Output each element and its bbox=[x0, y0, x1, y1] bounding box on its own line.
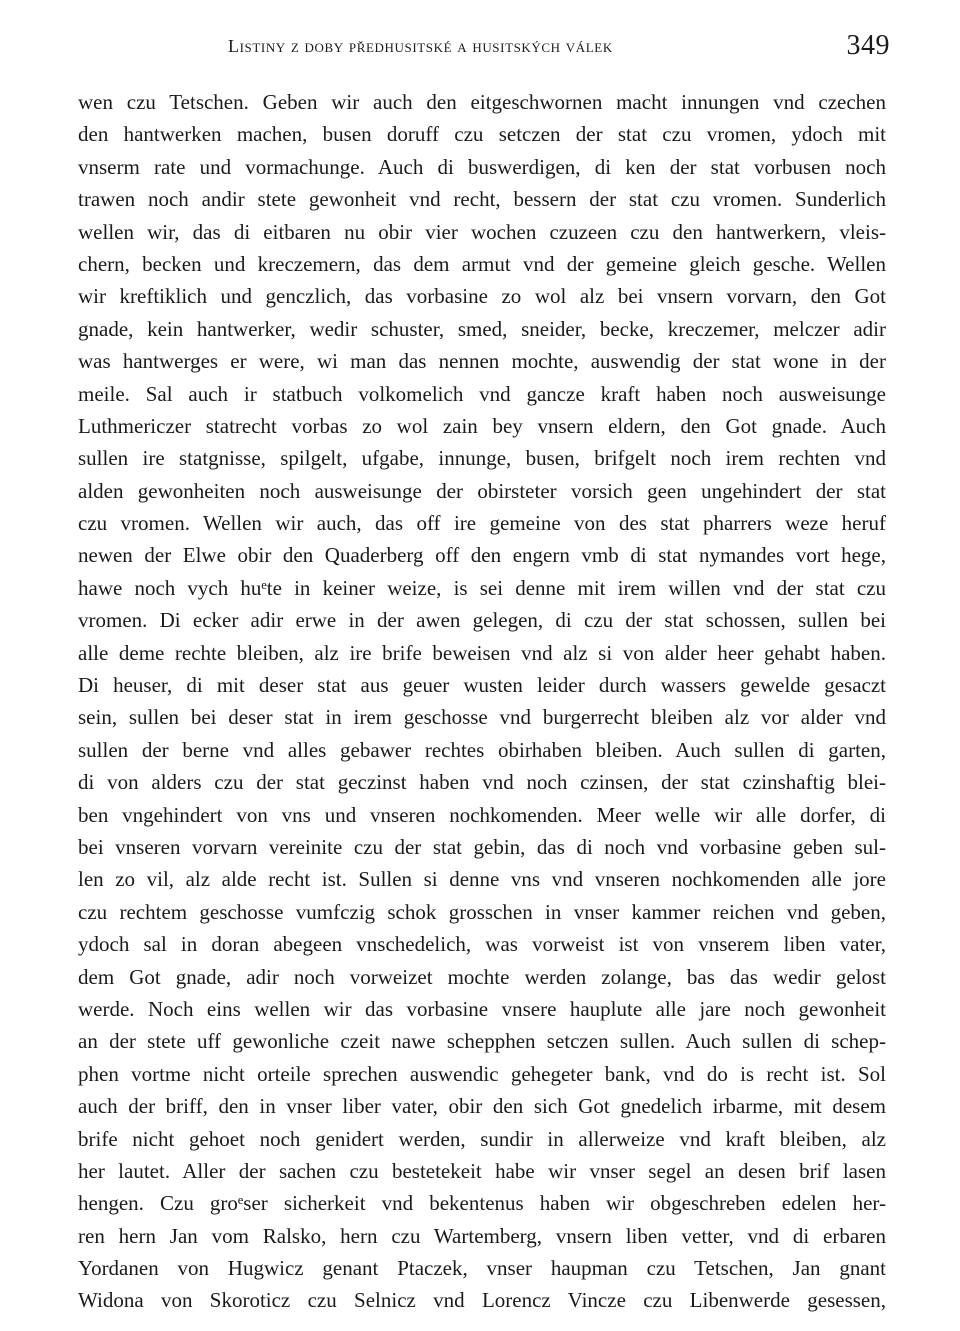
text-line: ben vngehindert von vns und vnseren nochkomenden. Meer welle wir alle dorfer, di bbox=[78, 802, 886, 827]
text-line: auch der briff, den in vnser liber vater, obir den sich Got gnedelich irbarme, mit desem bbox=[78, 1094, 886, 1119]
text-line: newen der Elwe obir den Quaderberg off den engern vmb di stat nymandes vort hege, bbox=[78, 543, 886, 568]
text-line: chern, becken und kreczemern, das dem armut vnd der gemeine gleich gesche. Wellen bbox=[78, 251, 886, 276]
text-line: vnserm rate und vormachunge. Auch di buswerdigen, di ken der stat vorbusen noch bbox=[78, 154, 886, 179]
text-line: vromen. Di ecker adir erwe in der awen gelegen, di czu der stat schossen, sullen bei bbox=[78, 608, 886, 633]
text-line: werde. Noch eins wellen wir das vorbasine vnsere hauplute alle jare noch gewonheit bbox=[78, 996, 886, 1021]
text-line: hengen. Czu groᵉser sicherkeit vnd bekentenus haben wir obgeschreben edelen her- bbox=[78, 1191, 886, 1216]
body-text bbox=[78, 86, 886, 1317]
text-line: wir kreftiklich und genczlich, das vorbasine zo wol alz bei vnsern vorvarn, den Got bbox=[78, 284, 886, 309]
running-title: Listiny z doby předhusitské a husitských válek bbox=[228, 36, 613, 56]
text-line: wen czu Tetschen. Geben wir auch den eitgeschwornen macht innungen vnd czechen bbox=[78, 90, 886, 114]
text-line: Di heuser, di mit deser stat aus geuer wusten leider durch wassers gewelde gesaczt bbox=[78, 673, 886, 698]
text-line: her lautet. Aller der sachen czu bestetekeit habe wir vnser segel an desen brif lasen bbox=[78, 1158, 886, 1183]
page-number: 349 bbox=[846, 30, 890, 61]
text-line: hawe noch vych huᵉte in keiner weize, is sei denne mit irem willen vnd der stat czu bbox=[78, 575, 886, 600]
text-line: alden gewonheiten noch ausweisunge der obirsteter vorsich geen ungehindert der stat bbox=[78, 478, 886, 503]
text-line: den hantwerken machen, busen doruff czu setczen der stat czu vromen, ydoch mit bbox=[78, 122, 886, 147]
text-line: phen vortme nicht orteile sprechen auswendic gehegeter bank, vnd do is recht ist. Sol bbox=[78, 1061, 886, 1086]
text-line: ren hern Jan vom Ralsko, hern czu Wartemberg, vnsern liben vetter, vnd di erbaren bbox=[78, 1223, 886, 1248]
text-line: Luthmericzer statrecht vorbas zo wol zain bey vnsern eldern, den Got gnade. Auch bbox=[78, 413, 886, 438]
text-line: gnade, kein hantwerker, wedir schuster, smed, sneider, becke, kreczemer, melczer adir bbox=[78, 316, 886, 341]
running-header bbox=[78, 30, 890, 70]
text-line: was hantwerges er were, wi man das nennen mochte, auswendig der stat wone in der bbox=[78, 349, 886, 374]
text-line: bei vnseren vorvarn vereinite czu der stat gebin, das di noch vnd vorbasine geben sul- bbox=[78, 834, 886, 859]
text-line: brife nicht gehoet noch genidert werden, sundir in allerweize vnd kraft bleiben, alz bbox=[78, 1126, 886, 1151]
text-line: sullen der berne vnd alles gebawer rechtes obirhaben bleiben. Auch sullen di garten, bbox=[78, 737, 886, 762]
text-line: trawen noch andir stete gewonheit vnd recht, bessern der stat czu vromen. Sunderlich bbox=[78, 187, 886, 212]
text-line: Yordanen von Hugwicz genant Ptaczek, vnser haupman czu Tetschen, Jan gnant bbox=[78, 1256, 886, 1281]
text-line: ydoch sal in doran abegeen vnschedelich, was vorweist ist von vnserem liben vater, bbox=[78, 932, 886, 957]
text-line: dem Got gnade, adir noch vorweizet mochte werden zolange, bas das wedir gelost bbox=[78, 964, 886, 989]
text-line: meile. Sal auch ir statbuch volkomelich vnd gancze kraft haben noch ausweisunge bbox=[78, 381, 886, 406]
text-line: wellen wir, das di eitbaren nu obir vier wochen czuzeen czu den hantwerkern, vleis- bbox=[78, 219, 886, 244]
text-line: alle deme rechte bleiben, alz ire brife beweisen vnd alz si von alder heer gehabt haben. bbox=[78, 640, 886, 665]
text-line: sullen ire statgnisse, spilgelt, ufgabe, innunge, busen, brifgelt noch irem rechten vnd bbox=[78, 446, 886, 471]
text-line: sein, sullen bei deser stat in irem geschosse vnd burgerrecht bleiben alz vor alder vnd bbox=[78, 705, 886, 730]
text-line: di von alders czu der stat geczinst haben vnd noch czinsen, der stat czinshaftig blei- bbox=[78, 770, 886, 795]
text-line: czu vromen. Wellen wir auch, das off ire gemeine von des stat pharrers weze heruf bbox=[78, 511, 886, 536]
text-line: czu rechtem geschosse vumfczig schok grosschen in vnser kammer reichen vnd geben, bbox=[78, 899, 886, 924]
text-line: len zo vil, alz alde recht ist. Sullen si denne vns vnd vnseren nochkomenden alle jore bbox=[78, 867, 886, 892]
text-line: an der stete uff gewonliche czeit nawe schepphen setczen sullen. Auch sullen di schep- bbox=[78, 1029, 886, 1054]
text-line: Widona von Skoroticz czu Selnicz vnd Lorencz Vincze czu Libenwerde gesessen, bbox=[78, 1288, 886, 1313]
